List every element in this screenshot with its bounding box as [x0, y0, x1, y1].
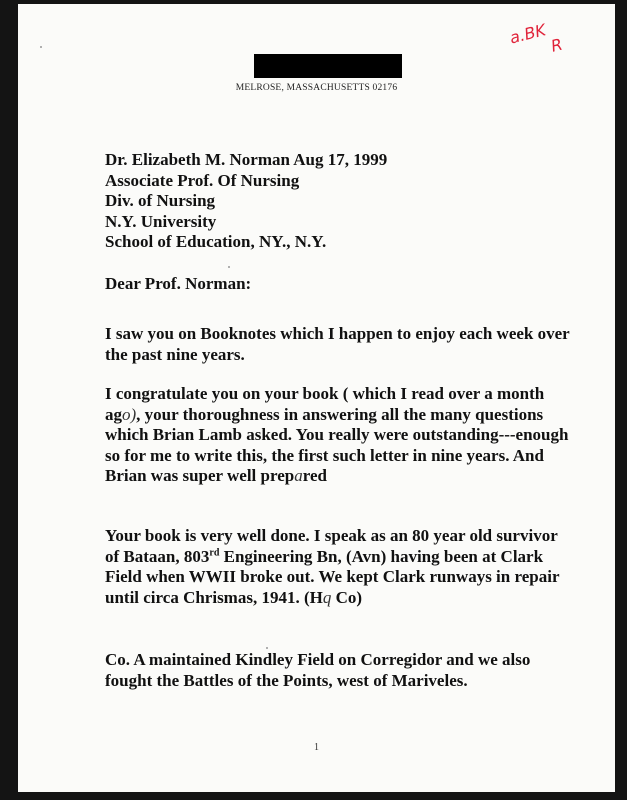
redaction-bar: [254, 54, 402, 78]
annotation-line-1: a.BK: [507, 20, 548, 48]
paper-speck: [40, 46, 42, 48]
paragraph-2-text-c: red: [302, 466, 327, 485]
recipient-title: Associate Prof. Of Nursing: [105, 170, 300, 190]
letterhead-address: MELROSE, MASSACHUSETTS 02176: [235, 83, 398, 93]
annotation-line-2: R: [548, 34, 565, 56]
paragraph-3-text-a: Your book is very well done. I speak as an 80 year old survivor of Bataan, 803: [105, 526, 558, 566]
recipient-division: Div. of Nursing: [105, 191, 216, 210]
paper-speck: [266, 647, 268, 649]
paragraph-bataan: [105, 526, 575, 608]
salutation: Dear Prof. Norman:: [105, 274, 252, 293]
recipient-university: N.Y. University: [105, 211, 217, 231]
paragraph-booknotes: I saw you on Booknotes which I happen to enjoy each week over the past nine years.: [105, 324, 570, 364]
paragraph-corregidor: Co. A maintained Kindley Field on Corregidor and we also fought the Battles of the Points, west of Mariveles.: [105, 650, 531, 690]
paper-speck: [228, 266, 230, 268]
handwritten-correction: a: [294, 466, 303, 485]
recipient-address-block: [105, 150, 575, 253]
paragraph-3-text-c: Co): [331, 587, 363, 607]
paragraph-congratulations: [105, 384, 575, 487]
paragraph-2-text-b: , your thoroughness in answering all the many questions which Brian Lamb asked. You really were outstanding---enough so for me to write this, the first such letter in nine years. And Brian was super well prep: [105, 404, 569, 485]
recipient-school: School of Education, NY., N.Y.: [105, 232, 327, 251]
paragraph-3-text-b: Engineering Bn, (Avn) having been at Clark Field when WWII broke out. We kept Clark runways in repair until circa Chrismas, 1941. (H: [105, 546, 560, 607]
handwritten-correction: o): [122, 404, 137, 424]
page-number: 1: [314, 742, 319, 753]
ordinal-superscript: rd: [209, 546, 220, 558]
letter-page: [18, 4, 615, 792]
recipient-name-date: Dr. Elizabeth M. Norman Aug 17, 1999: [105, 150, 388, 169]
handwritten-annotation: [508, 18, 564, 65]
paragraph-2-text-a: I congratulate you on your book ( which I read over a month ag: [105, 384, 545, 424]
handwritten-correction: q: [322, 587, 332, 607]
